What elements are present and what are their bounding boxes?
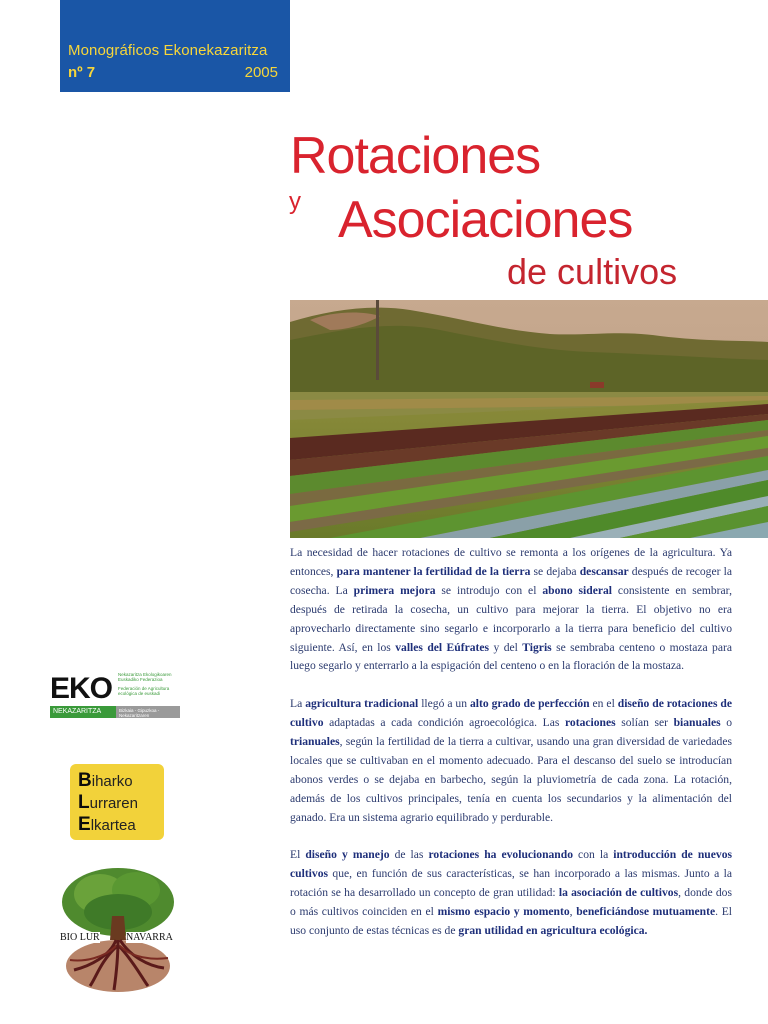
eko-logo-word: EKO <box>50 672 113 705</box>
series-title: Monográficos Ekonekazaritza <box>68 42 268 59</box>
ble-line-1: Biharko <box>78 770 133 791</box>
paragraph-2: La agricultura tradicional llegó a un alto grado de perfección en el diseño de rotaciones de cultivo adaptadas a cada condición agroecológica. Las rotaciones solían ser bianuales o trianuales, según la fertilidad de la tierra a cultivar, usando una gran diversidad de variedades locales que se cultivaban en el momento adecuado. Para el descanso del suelo se introducían abonos verdes o se dejaba en barbecho, según la pluviometría de cada zona. La rotación, además de los cultivos principales, tenía en cuenta los secundarios y la alimentación del ganado. Era un sistema agrario equilibrado y perdurable. <box>290 697 733 824</box>
emphasis-text: trianuales <box>290 735 340 749</box>
emphasis-text: abono sideral <box>542 583 613 597</box>
ble-logo <box>70 764 164 840</box>
title-conjunction: y <box>289 188 301 215</box>
emphasis-text: descansar <box>579 564 629 578</box>
paragraph-3: El diseño y manejo de las rotaciones ha evolucionando con la introducción de nuevos cultivos que, en función de sus características, se han incorporado a las mismas. Junto a la rotación se ha desarrollado un concepto de gran utilidad: la asociación de cultivos, donde dos o más cultivos coinciden en el mismo espacio y momento, beneficiándose mutuamente. El uso conjunto de estas técnicas es de gran utilidad en agricultura ecológica. <box>290 848 733 938</box>
emphasis-text: agricultura tradicional <box>305 697 419 711</box>
emphasis-text: la asociación de cultivos <box>558 886 679 900</box>
issue-year: 2005 <box>244 64 278 81</box>
crop-field-photo <box>290 300 768 538</box>
ble-line-3: Elkartea <box>78 814 136 835</box>
eko-logo-fine-text-3: Bizkaia - Gipuzkoa - Nekazaritzaren <box>119 708 160 718</box>
emphasis-text: rotaciones ha evolucionando <box>428 848 574 862</box>
article-body <box>290 544 732 960</box>
title-line-2: Asociaciones <box>338 191 633 249</box>
emphasis-text: rotaciones <box>564 716 616 730</box>
eko-logo-strip: NEKAZARITZA <box>50 706 116 718</box>
emphasis-text: Tigris <box>522 640 552 654</box>
emphasis-text: mismo espacio y momento <box>437 905 570 919</box>
tree-icon <box>60 866 176 994</box>
eko-logo-fine-text-1: Nekazaritza Ekologikoaren Euskadiko Federazioa <box>118 672 172 682</box>
eko-nekazaritza-logo <box>50 668 182 720</box>
emphasis-text: bianuales <box>673 716 721 730</box>
bio-lur-navarra-logo <box>60 866 176 994</box>
emphasis-text: diseño de rotaciones de cultivo <box>290 697 733 730</box>
emphasis-text: alto grado de perfección <box>469 697 590 711</box>
bio-lur-label: BIO LUR <box>60 932 100 943</box>
emphasis-text: primera mejora <box>353 583 436 597</box>
emphasis-text: gran utilidad en agricultura ecológica. <box>458 924 648 938</box>
ble-line-2: Lurraren <box>78 792 138 813</box>
paragraph-1: La necesidad de hacer rotaciones de cultivo se remonta a los orígenes de la agricultura. Ya entonces, para mantener la fertilidad de la tierra se dejaba descansar después de recoger la cosecha. La primera mejora se introdujo con el abono sideral consistente en sembrar, después de retirada la cosecha, un cultivo para mejorar la tierra. El objetivo no era aprovecharlo directamente sino segarlo e incorporarlo a la tierra para beneficio del cultivo siguiente. Así, en los valles del Eúfrates y del Tigris se sembraba centeno o mostaza para luego segarlo y enterrarlo a la espigación del centeno o en la floración de la mostaza. <box>290 546 733 673</box>
emphasis-text: valles del Eúfrates <box>395 640 490 654</box>
title-line-3: de cultivos <box>507 251 678 292</box>
series-header-box <box>60 0 290 92</box>
title-line-1: Rotaciones <box>290 127 541 185</box>
eko-logo-strip-grey <box>116 706 180 718</box>
emphasis-text: beneficiándose mutuamente <box>576 905 716 919</box>
eko-logo-fine-text-2: Federación de Agricultura ecológica de euskadi <box>118 686 170 696</box>
emphasis-text: diseño y manejo <box>305 848 390 862</box>
issue-number: nº 7 <box>68 64 96 81</box>
emphasis-text: introducción de nuevos cultivos <box>290 848 733 881</box>
navarra-label: NAVARRA <box>126 932 173 943</box>
emphasis-text: para mantener la fertilidad de la tierra <box>336 564 531 578</box>
